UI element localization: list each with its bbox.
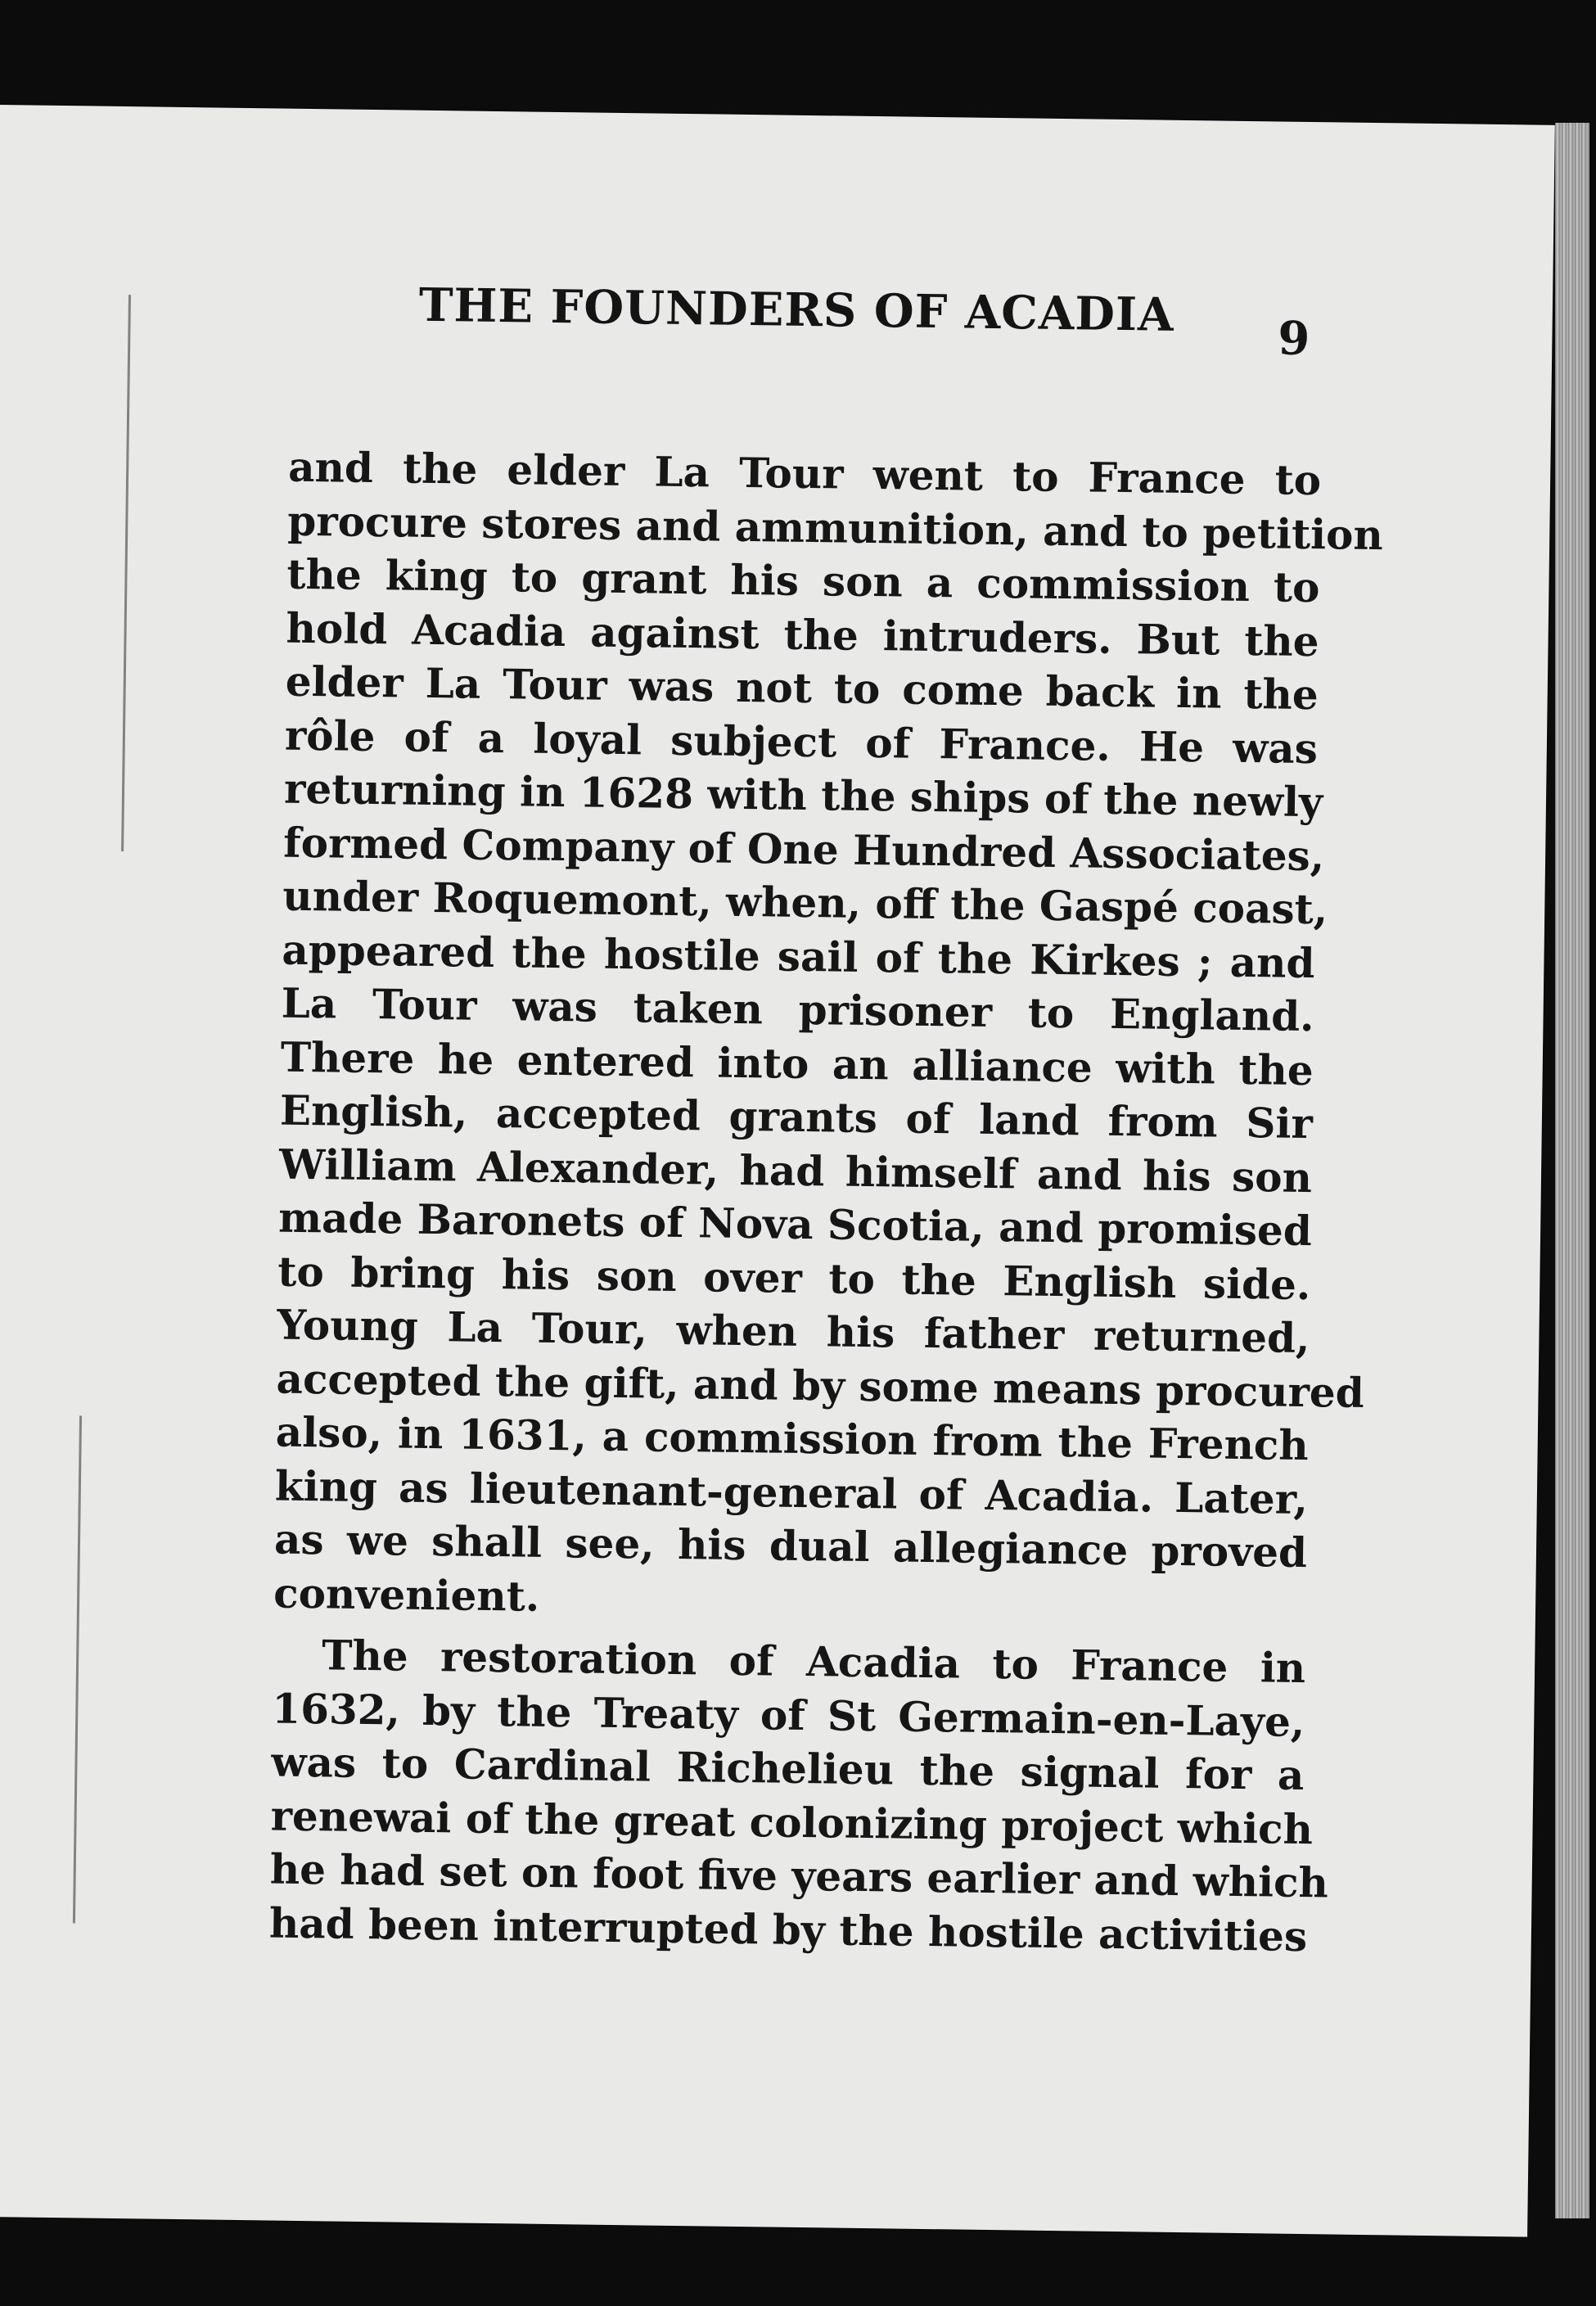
text-line: 1632, by the Treaty of St Germain-en-Laye, bbox=[272, 1684, 1305, 1746]
text-line: had been interrupted by the hostile activities bbox=[268, 1898, 1308, 1961]
text-line: renewai of the great colonizing project which bbox=[270, 1791, 1314, 1853]
text-line: English, accepted grants of land from Sir bbox=[279, 1085, 1314, 1148]
running-title: THE FOUNDERS OF ACADIA bbox=[418, 278, 1174, 342]
running-header bbox=[418, 278, 1303, 344]
body-text bbox=[268, 440, 1384, 1963]
text-line: king as lieutenant-general of Acadia. Later, bbox=[274, 1461, 1309, 1523]
text-line: formed Company of One Hundred Associates, bbox=[282, 818, 1325, 880]
left-margin-mark bbox=[121, 295, 131, 851]
text-line: made Baronets of Nova Scotia, and promised bbox=[277, 1193, 1313, 1256]
text-line: La Tour was taken prisoner to England. bbox=[281, 978, 1314, 1041]
text-line: hold Acadia against the intruders. But the bbox=[286, 603, 1319, 666]
text-line: returning in 1628 with the ships of the newly bbox=[283, 764, 1323, 827]
paragraph-1 bbox=[273, 440, 1384, 1633]
text-line: rôle of a loyal subject of France. He was bbox=[284, 711, 1319, 773]
text-line: under Roquemont, when, off the Gaspé coast, bbox=[282, 871, 1328, 934]
paragraph-2 bbox=[268, 1628, 1329, 1963]
text-line: also, in 1631, a commission from the French bbox=[275, 1407, 1310, 1470]
text-line: Young La Tour, when his father returned, bbox=[277, 1300, 1310, 1363]
text-line: and the elder La Tour went to France to bbox=[287, 442, 1322, 505]
page-number: 9 bbox=[1277, 311, 1310, 366]
text-line: William Alexander, had himself and his son bbox=[278, 1139, 1313, 1202]
book-fore-edge bbox=[1555, 123, 1589, 2218]
text-line: The restoration of Acadia to France in bbox=[321, 1631, 1306, 1693]
text-line: procure stores and ammunition, and to petition bbox=[286, 496, 1384, 559]
text-line: he had set on foot five years earlier and which bbox=[269, 1844, 1329, 1907]
text-line: to bring his son over to the English side. bbox=[277, 1247, 1311, 1309]
text-line: There he entered into an alliance with the bbox=[280, 1032, 1314, 1094]
text-line: appeared the hostile sail of the Kirkes ; and bbox=[282, 925, 1315, 987]
text-line: convenient. bbox=[273, 1568, 540, 1621]
left-margin-mark-lower bbox=[73, 1415, 82, 1923]
book-page bbox=[0, 105, 1555, 2237]
text-line: was to Cardinal Richelieu the signal for a bbox=[271, 1737, 1305, 1800]
text-line: the king to grant his son a commission to bbox=[286, 549, 1320, 612]
text-line: accepted the gift, and by some means procured bbox=[276, 1354, 1365, 1417]
text-line: elder La Tour was not to come back in the bbox=[285, 657, 1319, 720]
text-line: as we shall see, his dual allegiance proved bbox=[273, 1514, 1308, 1577]
